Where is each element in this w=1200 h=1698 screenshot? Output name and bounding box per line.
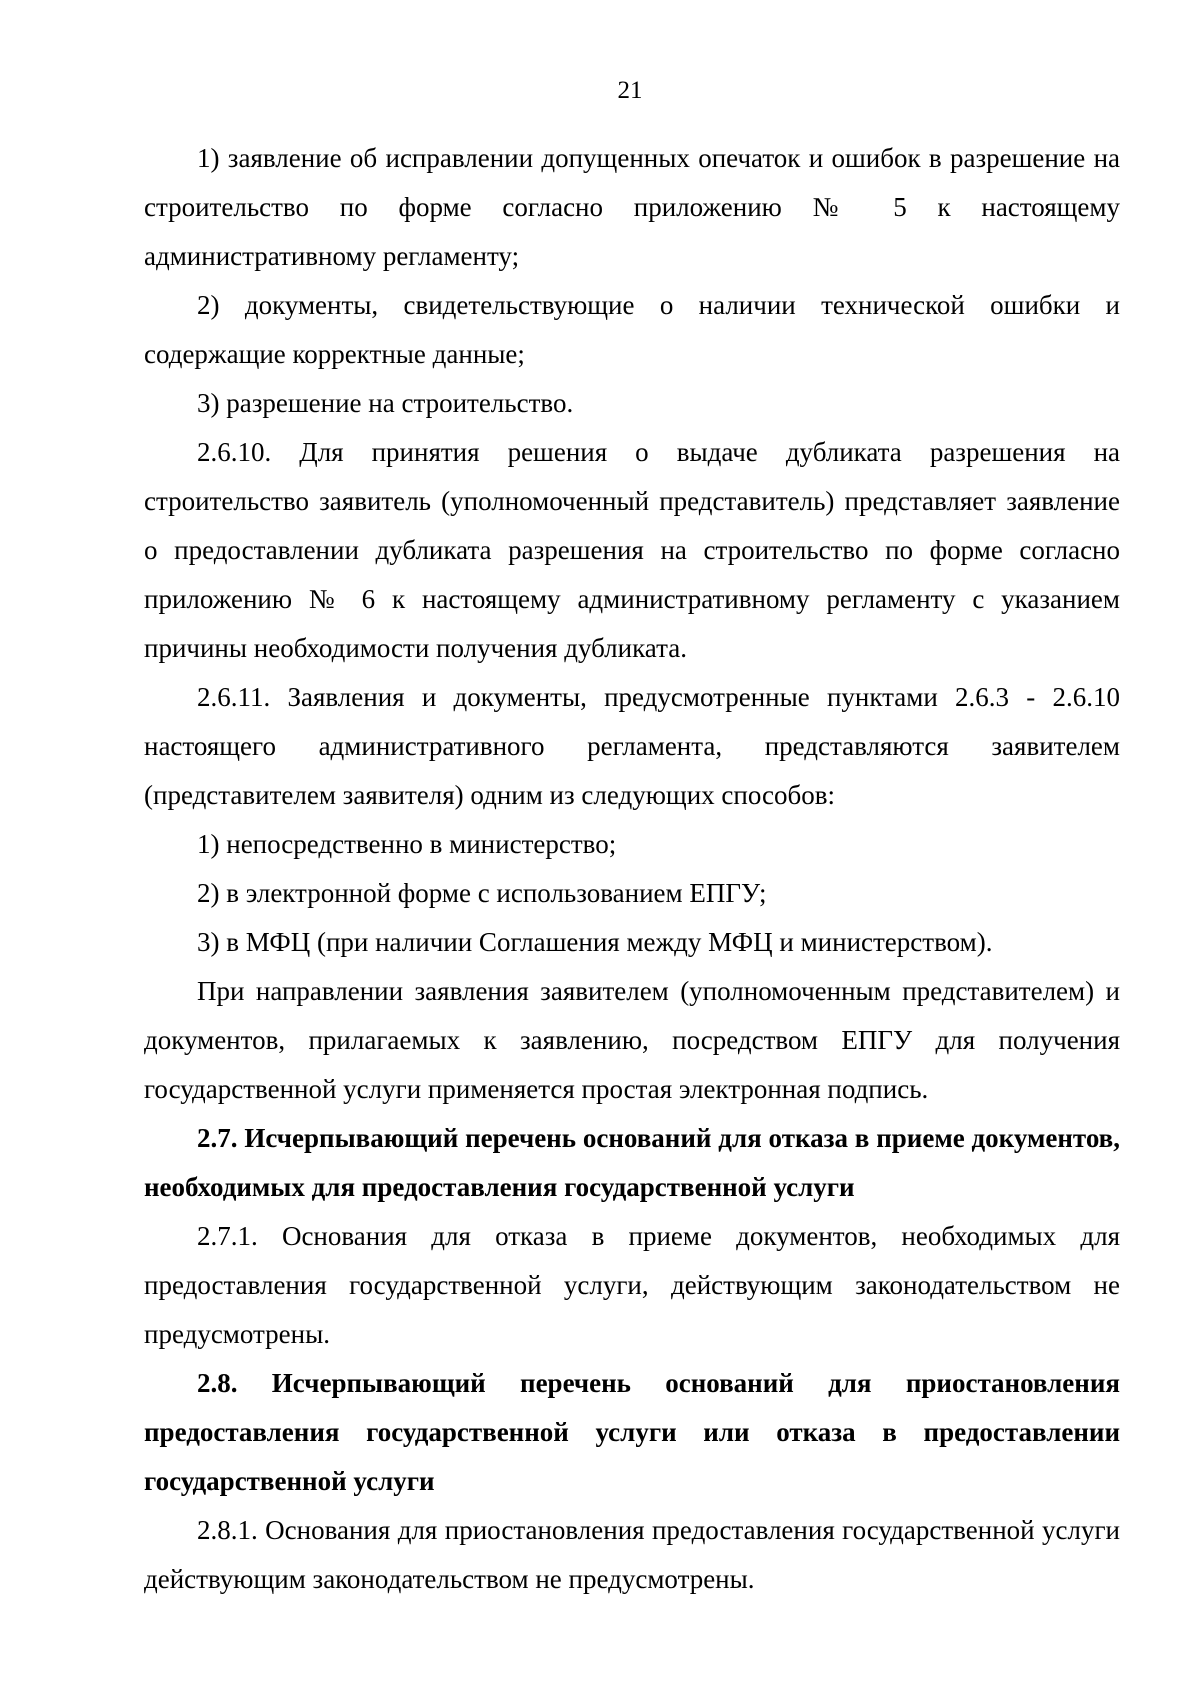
section-heading-2-7: 2.7. Исчерпывающий перечень оснований для отказа в приеме документов, необходимых для предоставления государственной услуги xyxy=(144,1123,1120,1202)
paragraph-list-item-1: 1) заявление об исправлении допущенных опечаток и ошибок в разрешение на строительство по форме согласно приложению № 5 к настоящему административному регламенту; xyxy=(144,143,1120,271)
paragraph-list-item-2: 2) документы, свидетельствующие о наличии технической ошибки и содержащие корректные данные; xyxy=(144,290,1120,369)
section-heading-2-8: 2.8. Исчерпывающий перечень оснований для приостановления предоставления государственной услуги или отказа в предоставлении государственной услуги xyxy=(144,1368,1120,1496)
page-number: 21 xyxy=(617,77,643,104)
paragraph-2-7-1: 2.7.1. Основания для отказа в приеме документов, необходимых для предоставления государственной услуги, действующим законодательством не предусмотрены. xyxy=(144,1221,1120,1349)
paragraph-method-1: 1) непосредственно в министерство; xyxy=(197,829,617,859)
paragraph-method-2: 2) в электронной форме с использованием ЕПГУ; xyxy=(197,878,767,908)
paragraph-2-6-11: 2.6.11. Заявления и документы, предусмотренные пунктами 2.6.3 - 2.6.10 настоящего административного регламента, представляются заявителем (представителем заявителя) одним из следующих способов: xyxy=(144,682,1120,810)
document-body xyxy=(144,134,1120,1604)
paragraph-method-3: 3) в МФЦ (при наличии Соглашения между МФЦ и министерством). xyxy=(197,927,993,957)
paragraph-2-6-10: 2.6.10. Для принятия решения о выдаче дубликата разрешения на строительство заявитель (уполномоченный представитель) представляет заявление о предоставлении дубликата разрешения на строительство по форме согласно приложению № 6 к настоящему административному регламенту с указанием причины необходимости получения дубликата. xyxy=(144,437,1120,663)
paragraph-list-item-3: 3) разрешение на строительство. xyxy=(197,388,574,418)
paragraph-signature-note: При направлении заявления заявителем (уполномоченным представителем) и документов, прилагаемых к заявлению, посредством ЕПГУ для получения государственной услуги применяется простая электронная подпись. xyxy=(144,976,1120,1104)
paragraph-2-8-1: 2.8.1. Основания для приостановления предоставления государственной услуги действующим законодательством не предусмотрены. xyxy=(144,1515,1120,1594)
